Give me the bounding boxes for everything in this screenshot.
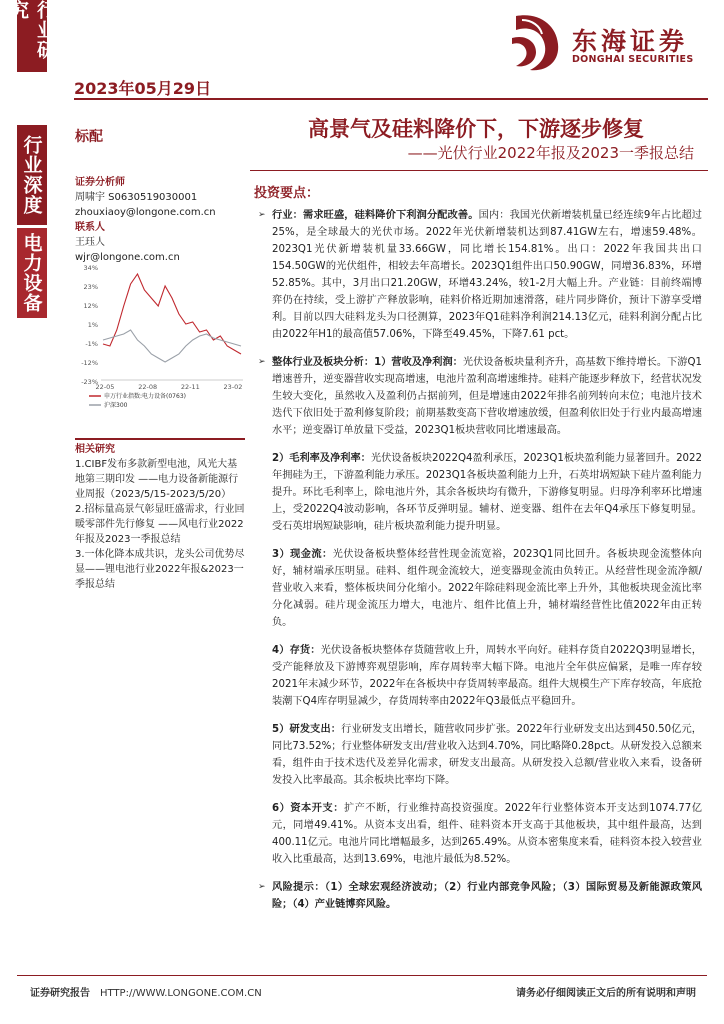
related-rule [75, 438, 245, 440]
paragraph-capex [256, 800, 702, 868]
paragraph-lead: 风险提示：（1）全球宏观经济波动；（2）行业内部竞争风险；（3）国际贸易及新能源政策风险；（4）产业链博弈风险。 [272, 882, 702, 910]
analyst-label: 证券分析师 [75, 177, 125, 188]
footer-label: 证券研究报告 [30, 988, 90, 999]
report-date: 2023年05月29日 [74, 79, 212, 98]
tag-sector [17, 228, 47, 318]
related-item[interactable]: 1.CIBF发布多款新型电池，风光大基地第三期印发 ——电力设备新能源行业周报（2023/5/15-2023/5/20） [75, 459, 239, 500]
paragraph-rnd [256, 721, 702, 789]
footer-rule [17, 975, 707, 976]
paragraph-lead: 2）毛利率及净利率： [272, 453, 371, 464]
industry-rating: 标配 [75, 129, 103, 145]
x-tick-label: 22-05 [95, 383, 115, 391]
arrow-bullet-icon: ➢ [258, 882, 266, 892]
x-tick-label: 23-02 [223, 383, 243, 391]
paragraph-text: 行业研发支出增长，随营收同步扩张。2022年行业研发支出达到450.50亿元，同比73.52%；行业整体研发支出/营业收入达到4.70%，同比略降0.28pct。从研发投入总额来看，组件由于技术迭代及差异化需求，研发支出最高。从研发投入总额/营业收入来看，设备研发投入比率最高。其余板块比率均下降。 [272, 724, 702, 786]
footer-url[interactable]: HTTP://WWW.LONGONE.COM.CN [100, 988, 262, 999]
index-performance-chart [75, 262, 247, 428]
footer-left [30, 984, 262, 999]
report-title: 高景气及硅料降价下，下游逐步修复 [308, 117, 644, 141]
series-line-power-equipment [103, 274, 241, 354]
tag-industry-research [7, 0, 56, 72]
paragraph-inventory [256, 642, 702, 710]
paragraph-industry [256, 207, 702, 343]
x-tick-label: 22-11 [180, 383, 200, 391]
arrow-bullet-icon: ➢ [258, 210, 266, 220]
related-item[interactable]: 3.一体化降本成共识，龙头公司优势尽显——锂电池行业2022年报&2023一季报总结 [75, 549, 245, 590]
key-points-body [256, 207, 702, 924]
key-points-title: 投资要点： [254, 186, 320, 201]
y-tick-label: -1% [85, 340, 98, 348]
y-tick-label: 12% [83, 302, 98, 310]
tag-industry-research-text: 行业研究 [7, 0, 56, 60]
series-line-csi300 [103, 330, 241, 362]
paragraph-text: 光伏设备板块整体经营性现金流宽裕，2023Q1同比回升。各板块现金流整体向好，辅材端承压明显。硅料、组件现金流较大，逆变器现金流由负转正。从经营性现金流净额/营业收入来看，整体板块间分化缩小。2022年除硅料现金流比率上升外，其他板块现金流比率分化减弱。硅片现金流压力增大，电池片、组件比值上升，辅材端经营性比值2022年由正转负。 [272, 549, 702, 628]
paragraph-lead: 4）存货： [272, 645, 321, 656]
y-tick-label: 1% [87, 321, 98, 329]
x-tick-label: 22-08 [138, 383, 158, 391]
paragraph-text: 扩产不断，行业维持高投资强度。2022年行业整体资本开支达到1074.77亿元，同增49.41%。从资本支出看，组件、硅料资本开支高于其他板块，其中组件最高，达到400.11亿元。电池片同比增幅最多，达到265.49%。从资本密集度来看，硅料资本投入较营业收入比重最高，达到13.69%，电池片最低为8.52%。 [272, 803, 702, 865]
legend-label: 申万行业指数:电力设备(0763) [104, 393, 186, 400]
paragraph-lead: 行业：需求旺盛，硅料降价下利润分配改善。 [272, 210, 479, 221]
y-tick-label: 34% [83, 264, 98, 272]
paragraph-revenue [256, 354, 702, 439]
analyst-email[interactable]: zhouxiaoy@longone.com.cn [75, 207, 216, 218]
paragraph-text: 光伏设备板块整体存货随营收上升，周转水平向好。硅料存货自2022Q3明显增长，受产能释放及下游博弈观望影响，库存周转率大幅下降。电池片全年供应偏紧，是唯一库存较2021年末减少环节，2022年在各板块中存货周转率最高。组件大规模生产下库存较高，年底抢装潮下Q4库存明显减少，存货周转率由2022年Q3最低点平稳回升。 [272, 645, 702, 707]
tag-industry-depth-text: 行业深度 [20, 135, 43, 215]
analyst-block [75, 175, 245, 265]
company-logo [508, 10, 708, 78]
related-research [75, 442, 245, 592]
report-subtitle: ——光伏行业2022年报及2023一季报总结 [407, 144, 694, 162]
title-rule [250, 170, 708, 171]
arrow-bullet-icon: ➢ [258, 357, 266, 367]
chart-svg [75, 262, 247, 428]
related-item[interactable]: 2.招标量高景气彰显旺盛需求，行业回暖零部件先行修复 ——风电行业2022年报及2023一季报总结 [75, 504, 245, 545]
paragraph-risk [256, 879, 702, 913]
logo-name-cn: 东海证券 [572, 27, 689, 56]
logo-emblem-icon [508, 10, 568, 76]
contact-email[interactable]: wjr@longone.com.cn [75, 252, 180, 263]
related-title: 相关研究 [75, 444, 115, 455]
tag-sector-text: 电力设备 [20, 233, 43, 313]
footer-disclaimer: 请务必仔细阅读正文后的所有说明和声明 [516, 988, 696, 999]
y-tick-label: 23% [83, 283, 98, 291]
paragraph-text: 光伏设备板块2022Q4盈利承压，2023Q1板块盈利能力显著回升。2022年拥硅为王，下游盈利能力承压。2023Q1各板块盈利能力上升，石英坩埚短缺下硅片盈利能力提升。环比毛利率上，除电池片外，其余各板块均有微升，下游修复明显。归母净利率环比增速上，受2022Q4波动影响，各环节反弹明显。辅材、逆变器、组件在去年Q4承压下修复明显。受石英坩埚短缺影响，硅片板块盈利能力提升明显。 [272, 453, 702, 532]
logo-name-en: DONGHAI SECURITIES [572, 54, 694, 65]
paragraph-text: 光伏设备板块量利齐升，高基数下维持增长。下游Q1增速普升，逆变器营收实现高增速，电池片盈利高增速维持。硅料产能逐步释放下，经营状况发生较大变化，虽然收入及盈利仍占据前列，但是增速由2022年排名前列转向末位；电池片技术迭代下依旧处于盈利修复阶段；前期基数变高下营收增速放缓，但盈利依旧处于行业内最高增速水平；逆变器订单放量下受益，2023Q1板块营收同比增速最高。 [272, 357, 702, 436]
contact-name: 王珏人 [75, 237, 105, 248]
y-tick-label: -12% [81, 359, 98, 367]
header-rule [74, 98, 708, 100]
analyst-name-cert: 周啸宇 S0630519030001 [75, 192, 198, 203]
legend-label: 沪深300 [104, 402, 128, 409]
contact-label: 联系人 [75, 222, 105, 233]
paragraph-text: 国内：我国光伏新增装机量已经连续9年占比超过25%，是全球最大的光伏市场。2022年光伏新增装机达到87.41GW左右，增速59.48%。2023Q1光伏新增装机量33.66GW，同比增长154.81%。出口：2022年我国共出口154.50GW的光伏组件，相较去年高增长。2023Q1组件出口50.90GW，同增36.83%，环增52.85%。其中，3月出口21.20GW，环增43.24%，较1-2月大幅上升。产业链：目前终端博弈仍在持续，受上游扩产释放影响，硅料价格近期加速滑落，硅片同步降价，预计下游享受增利。目前以四大硅料龙头为口径测算，2023年Q1硅料净利润214.13亿元，硅料利润分配占比由2022年H1的最高值57.06%，下降至49.45%，下降7.61 pct。 [272, 210, 702, 340]
paragraph-lead: 6）资本开支： [272, 803, 344, 814]
paragraph-lead: 5）研发支出： [272, 724, 342, 735]
paragraph-lead: 3）现金流： [272, 549, 333, 560]
paragraph-cashflow [256, 546, 702, 631]
paragraph-margin [256, 450, 702, 535]
y-tick-label: -23% [81, 378, 98, 386]
paragraph-lead: 整体行业及板块分析：1）营收及净利润： [272, 357, 463, 368]
tag-industry-depth [17, 125, 47, 225]
